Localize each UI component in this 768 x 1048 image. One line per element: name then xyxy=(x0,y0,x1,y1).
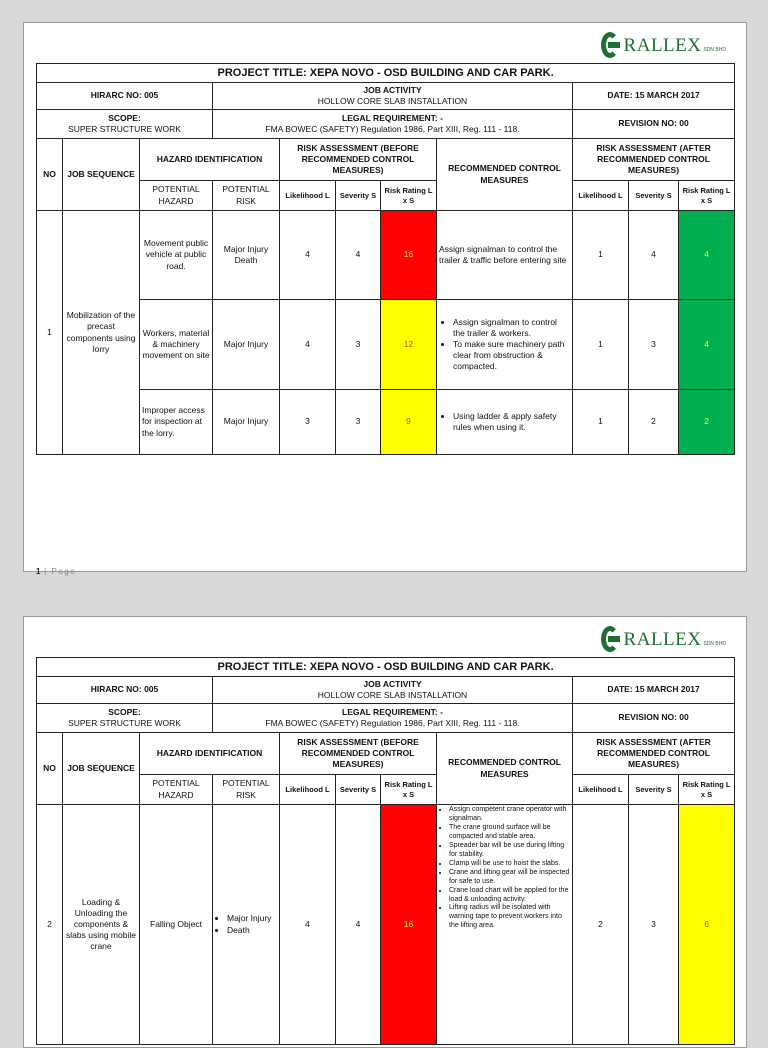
col-header-potential-risk: POTENTIAL RISK xyxy=(213,775,280,805)
risk-rating-value: 9 xyxy=(381,390,437,455)
job-sequence: Loading & Unloading the components & slabs using mobile crane xyxy=(63,805,140,1045)
job-activity-label: JOB ACTIVITY xyxy=(363,84,422,95)
document-page-1 xyxy=(23,22,747,572)
potential-risk: Major Injury xyxy=(213,300,280,390)
col-header-risk-rating: Risk Rating L x S xyxy=(381,775,437,805)
risk-rating-value: 12 xyxy=(381,300,437,390)
severity-after-value: 2 xyxy=(629,390,679,455)
likelihood-after-value: 1 xyxy=(573,390,629,455)
severity-value: 3 xyxy=(336,390,381,455)
revision-number: REVISION NO: 00 xyxy=(573,704,735,733)
logo-c-icon xyxy=(601,626,623,654)
table-row xyxy=(37,390,735,455)
document-page-2 xyxy=(23,616,747,1048)
control-measures xyxy=(437,390,573,455)
hirarc-table xyxy=(36,657,735,1045)
legal-requirement xyxy=(213,704,573,733)
potential-risk-item: • Major Injury xyxy=(227,913,277,924)
potential-hazard: Improper access for inspection at the lorry. xyxy=(140,390,213,455)
page-footer xyxy=(36,567,76,576)
col-header-risk-rating: Risk Rating L x S xyxy=(381,181,437,211)
control-measure-item: • Crane load chart will be applied for the load & unloading activity. xyxy=(449,887,570,905)
col-header-hazard-identification: HAZARD IDENTIFICATION xyxy=(140,139,280,181)
scope xyxy=(37,704,213,733)
control-measure-item: • To make sure machinery path clear from obstruction & compacted. xyxy=(453,339,570,372)
control-measure-item: • Assign competent crane operator with signalman. xyxy=(449,806,570,824)
risk-rating-after-value: 2 xyxy=(679,390,735,455)
col-header-no: NO xyxy=(37,733,63,805)
col-header-no: NO xyxy=(37,139,63,211)
col-header-recommended: RECOMMENDED CONTROL MEASURES xyxy=(437,139,573,211)
severity-after-value: 3 xyxy=(629,300,679,390)
potential-risk-item: • Death xyxy=(227,925,277,936)
legal-label: LEGAL REQUIREMENT: - xyxy=(342,706,443,717)
logo-text: RALLEX xyxy=(623,35,702,56)
risk-rating-after-value: 4 xyxy=(679,300,735,390)
potential-hazard: Workers, material & machinery movement on site xyxy=(140,300,213,390)
risk-rating-value: 16 xyxy=(381,805,437,1045)
potential-risk: Major Injury xyxy=(213,390,280,455)
severity-value: 4 xyxy=(336,805,381,1045)
scope-value: SUPER STRUCTURE WORK xyxy=(68,124,181,134)
col-header-severity-after: Severity S xyxy=(629,181,679,211)
col-header-risk-after: RISK ASSESSMENT (AFTER RECOMMENDED CONTROL MEASURES) xyxy=(573,139,735,181)
col-header-likelihood: Likelihood L xyxy=(280,775,336,805)
legal-value: FMA BOWEC (SAFETY) Regulation 1986, Part XIII, Reg. 111 - 118. xyxy=(265,124,520,134)
severity-value: 3 xyxy=(336,300,381,390)
col-header-risk-rating-after: Risk Rating L x S xyxy=(679,775,735,805)
potential-risk: Major Injury Death xyxy=(213,211,280,300)
control-measure-item: • Lifting radius will be isolated with warning tape to prevent workers into the lifting area. xyxy=(449,904,570,931)
company-logo xyxy=(601,31,726,61)
date-field: DATE: 15 MARCH 2017 xyxy=(573,677,735,704)
company-logo xyxy=(601,625,726,655)
likelihood-value: 3 xyxy=(280,390,336,455)
job-sequence: Mobilization of the precast components using lorry xyxy=(63,211,140,455)
logo-text: RALLEX xyxy=(623,629,702,650)
job-activity xyxy=(213,83,573,110)
project-title: PROJECT TITLE: XEPA NOVO - OSD BUILDING AND CAR PARK. xyxy=(37,64,735,83)
col-header-job-sequence: JOB SEQUENCE xyxy=(63,139,140,211)
risk-rating-after-value: 6 xyxy=(679,805,735,1045)
row-number: 1 xyxy=(37,211,63,455)
col-header-risk-before: RISK ASSESSMENT (BEFORE RECOMMENDED CONTROL MEASURES) xyxy=(280,139,437,181)
risk-rating-value: 16 xyxy=(381,211,437,300)
likelihood-after-value: 2 xyxy=(573,805,629,1045)
control-measures xyxy=(437,300,573,390)
job-activity-value: HOLLOW CORE SLAB INSTALLATION xyxy=(317,96,468,106)
scope xyxy=(37,110,213,139)
hirarc-number: HIRARC NO: 005 xyxy=(37,83,213,110)
hirarc-number: HIRARC NO: 005 xyxy=(37,677,213,704)
col-header-severity: Severity S xyxy=(336,181,381,211)
page-number: 1 xyxy=(36,567,41,576)
control-measure-item: • Spreader bar will be use during lifting for stability. xyxy=(449,842,570,860)
job-activity-label: JOB ACTIVITY xyxy=(363,678,422,689)
legal-label: LEGAL REQUIREMENT: - xyxy=(342,112,443,123)
likelihood-value: 4 xyxy=(280,805,336,1045)
job-activity-value: HOLLOW CORE SLAB INSTALLATION xyxy=(317,690,468,700)
col-header-job-sequence: JOB SEQUENCE xyxy=(63,733,140,805)
col-header-risk-after: RISK ASSESSMENT (AFTER RECOMMENDED CONTROL MEASURES) xyxy=(573,733,735,775)
col-header-risk-before: RISK ASSESSMENT (BEFORE RECOMMENDED CONTROL MEASURES) xyxy=(280,733,437,775)
legal-requirement xyxy=(213,110,573,139)
col-header-likelihood-after: Likelihood L xyxy=(573,181,629,211)
control-measure-item: • The crane ground surface will be compacted and stable area. xyxy=(449,824,570,842)
scope-label: SCOPE: xyxy=(108,112,141,123)
control-measure-item: • Crane and lifting gear will be inspected for safe to use. xyxy=(449,869,570,887)
logo-subtext: SDN BHD xyxy=(703,47,726,53)
col-header-recommended: RECOMMENDED CONTROL MEASURES xyxy=(437,733,573,805)
col-header-severity-after: Severity S xyxy=(629,775,679,805)
risk-rating-after-value: 4 xyxy=(679,211,735,300)
likelihood-after-value: 1 xyxy=(573,211,629,300)
col-header-likelihood-after: Likelihood L xyxy=(573,775,629,805)
col-header-severity: Severity S xyxy=(336,775,381,805)
scope-label: SCOPE: xyxy=(108,706,141,717)
scope-value: SUPER STRUCTURE WORK xyxy=(68,718,181,728)
severity-after-value: 4 xyxy=(629,211,679,300)
col-header-likelihood: Likelihood L xyxy=(280,181,336,211)
logo-c-icon xyxy=(601,32,623,60)
likelihood-value: 4 xyxy=(280,300,336,390)
control-measure-item: • Clamp will be use to hoist the slabs. xyxy=(449,860,570,869)
job-activity xyxy=(213,677,573,704)
control-measure-item: • Assign signalman to control the trailer & workers. xyxy=(453,317,570,339)
control-measure: Assign signalman to control the trailer & traffic before entering site xyxy=(437,211,573,300)
potential-hazard: Falling Object xyxy=(140,805,213,1045)
revision-number: REVISION NO: 00 xyxy=(573,110,735,139)
page-label: | Page xyxy=(40,567,77,576)
table-row xyxy=(37,805,735,1045)
col-header-potential-risk: POTENTIAL RISK xyxy=(213,181,280,211)
col-header-hazard-identification: HAZARD IDENTIFICATION xyxy=(140,733,280,775)
project-title: PROJECT TITLE: XEPA NOVO - OSD BUILDING AND CAR PARK. xyxy=(37,658,735,677)
potential-risks xyxy=(213,805,280,1045)
severity-value: 4 xyxy=(336,211,381,300)
control-measure-item: • Using ladder & apply safety rules when using it. xyxy=(453,411,570,433)
col-header-potential-hazard: POTENTIAL HAZARD xyxy=(140,775,213,805)
logo-subtext: SDN BHD xyxy=(703,641,726,647)
col-header-potential-hazard: POTENTIAL HAZARD xyxy=(140,181,213,211)
table-row xyxy=(37,211,735,300)
col-header-risk-rating-after: Risk Rating L x S xyxy=(679,181,735,211)
date-field: DATE: 15 MARCH 2017 xyxy=(573,83,735,110)
control-measures xyxy=(437,805,573,1045)
row-number: 2 xyxy=(37,805,63,1045)
severity-after-value: 3 xyxy=(629,805,679,1045)
table-row xyxy=(37,300,735,390)
likelihood-value: 4 xyxy=(280,211,336,300)
hirarc-table xyxy=(36,63,735,455)
legal-value: FMA BOWEC (SAFETY) Regulation 1986, Part XIII, Reg. 111 - 118. xyxy=(265,718,520,728)
likelihood-after-value: 1 xyxy=(573,300,629,390)
potential-hazard: Movement public vehicle at public road. xyxy=(140,211,213,300)
